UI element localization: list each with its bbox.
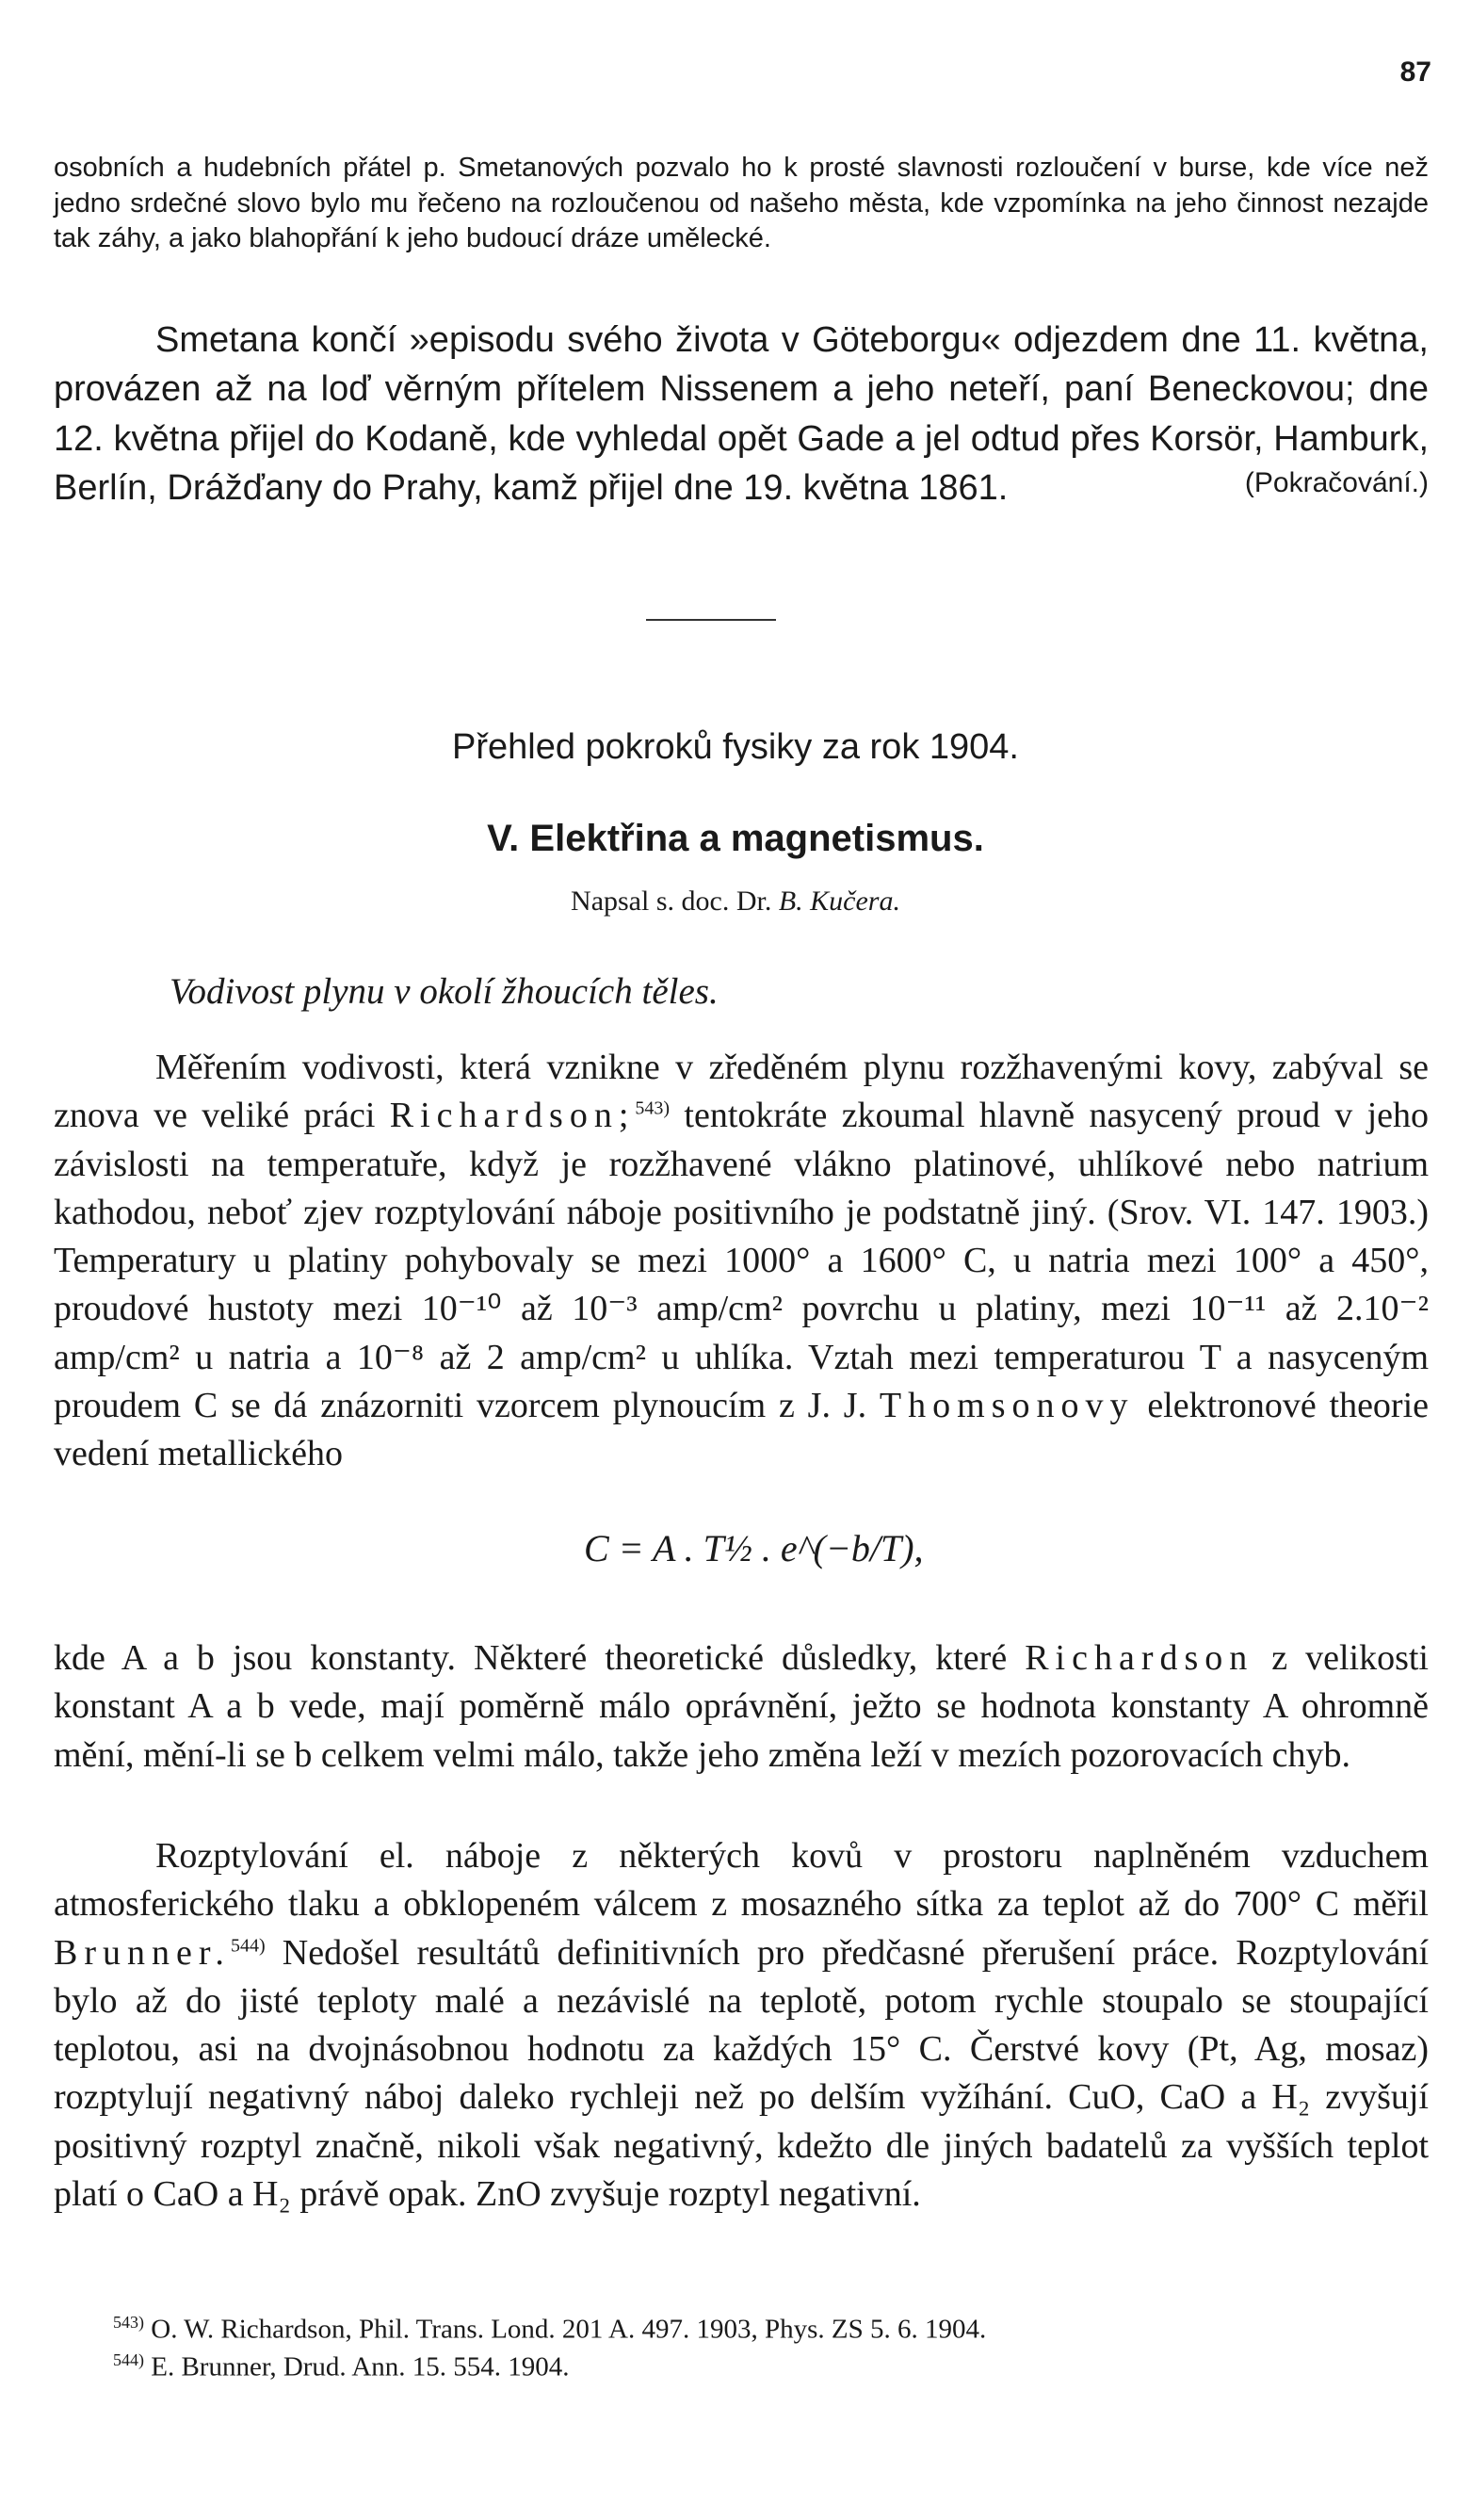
paragraph-3 [54,1832,1429,2219]
p2-text-a: kde A a b jsou konstanty. Některé theoretické důsledky, které [54,1638,1008,1678]
formula: C = A . T½ . e^(−b/T), [584,1527,924,1569]
footnote-text-543: O. W. Richardson, Phil. Trans. Lond. 201 A. 497. 1903, Phys. ZS 5. 6. 1904. [151,2314,987,2345]
p3-text-b: Nedošel resultátů definitivních pro předčasné přerušení práce. Rozptylování bylo až do jisté teploty malé a nezávislé na teplotě, potom rychle stoupalo se stoupající teplotou, asi na dvojnásobnou hodnotu za každých 15° C. Čerstvé kovy (Pt, Ag, mosaz) rozptylují negativný náboj daleko rychleji než po delším vyžíhání. CuO, CaO a H₂ zvyšují positivný rozptyl značně, nikoli však negativný, kdežto dle jiných badatelů za vyšších teplot platí o CaO a H₂ právě opak. ZnO zvyšuje rozptyl negativní. [54,1932,1430,2215]
paragraph-2 [54,1634,1429,1780]
continued-note: (Pokračování.) [1244,467,1429,499]
p2-text-b: z velikosti konstant A a b vede, mají poměrně málo oprávnění, ježto se hodnota konstanty A ohromně mění, mění-li se b celkem velmi málo, takže jeho změna leží v mezích pozorovacích chyb. [54,1638,1429,1775]
byline [0,886,1471,918]
p3-text-a: Rozptylování el. náboje z některých kovů v prostoru naplněném vzduchem atmosferického tlaku a obklopeném válcem z mosazného sítka za teplot až do 700° C měřil [54,1836,1429,1925]
smetana-text: Smetana končí »episodu svého života v Göteborgu« odjezdem dne 11. května, provázen až na loď věrným přítelem Nissenem a jeho neteří, paní Beneckovou; dne 12. května přijel do Kodaně, kde vyhledal opět Gade a jel odtud přes Korsör, Hamburk, Berlín, Drážďany do Prahy, kamž přijel dne 19. května 1861. [54,320,1429,509]
footnote-mark-544: 544) [113,2350,144,2369]
footnote-544 [113,2350,570,2383]
smetana-paragraph [54,316,1429,513]
footnote-text-544: E. Brunner, Drud. Ann. 15. 554. 1904. [151,2351,570,2382]
author-richardson: Richardson; [389,1096,636,1136]
footnote-mark-543: 543) [113,2313,144,2332]
section-divider [646,619,776,621]
p1-text-b: tentokráte zkoumal hlavně nasycený proud v jeho závislosti na temperatuře, když je rozžhavené vlákno platinové, uhlíkové nebo natrium kathodou, neboť zjev rozptylování náboje positivního je podstatně jiný. (Srov. VI. 147. 1903.) Temperatury u platiny pohybovaly se mezi 1000° a 1600° C, u natria mezi 100° a 450°, proudové hustoty mezi 10⁻¹⁰ až 10⁻³ amp/cm² povrchu u platiny, mezi 10⁻¹¹ až 2.10⁻² amp/cm² u natria a 10⁻⁸ až 2 amp/cm² u uhlíka. Vztah mezi temperaturou T a nasyceným proudem C se dá znázorniti vzorcem plynoucím z J. J. [54,1096,1430,1426]
section-title: V. Elektřina a magnetismus. [487,818,984,859]
p1-text-a: Měřením vodivosti, která vznikne v zředěném plynu rozžhavenými kovy, zabýval se znova ve veliké práci [54,1048,1429,1136]
byline-prefix: Napsal s. doc. Dr. [571,886,772,917]
footnote-ref-544: 544) [230,1934,266,1956]
footnote-ref-543: 543) [635,1097,671,1119]
author-brunner: Brunner. [54,1932,231,1973]
footnote-543 [113,2313,986,2346]
top-paragraph: osobních a hudebních přátel p. Smetanových pozvalo ho k prosté slavnosti rozloučení v burse, kde více než jedno srdečné slovo bylo mu řečeno na rozloučenou od našeho města, kde vzpomínka na jeho činnost nezajde tak záhy, a jako blahopřání k jeho budoucí dráze umělecké. [54,153,1429,254]
author-richardson-2: Richardson [1025,1638,1254,1678]
page-number: 87 [1399,57,1431,88]
p1-text-c: elektronové theorie vedení metallického [54,1386,1430,1474]
author-thomson: Thomsonovy [879,1386,1135,1426]
subheading: Vodivost plynu v okolí žhoucích těles. [170,971,719,1012]
article-title: Přehled pokroků fysiky za rok 1904. [452,727,1019,767]
byline-author: B. Kučera. [778,886,900,917]
paragraph-1 [54,1044,1429,1479]
